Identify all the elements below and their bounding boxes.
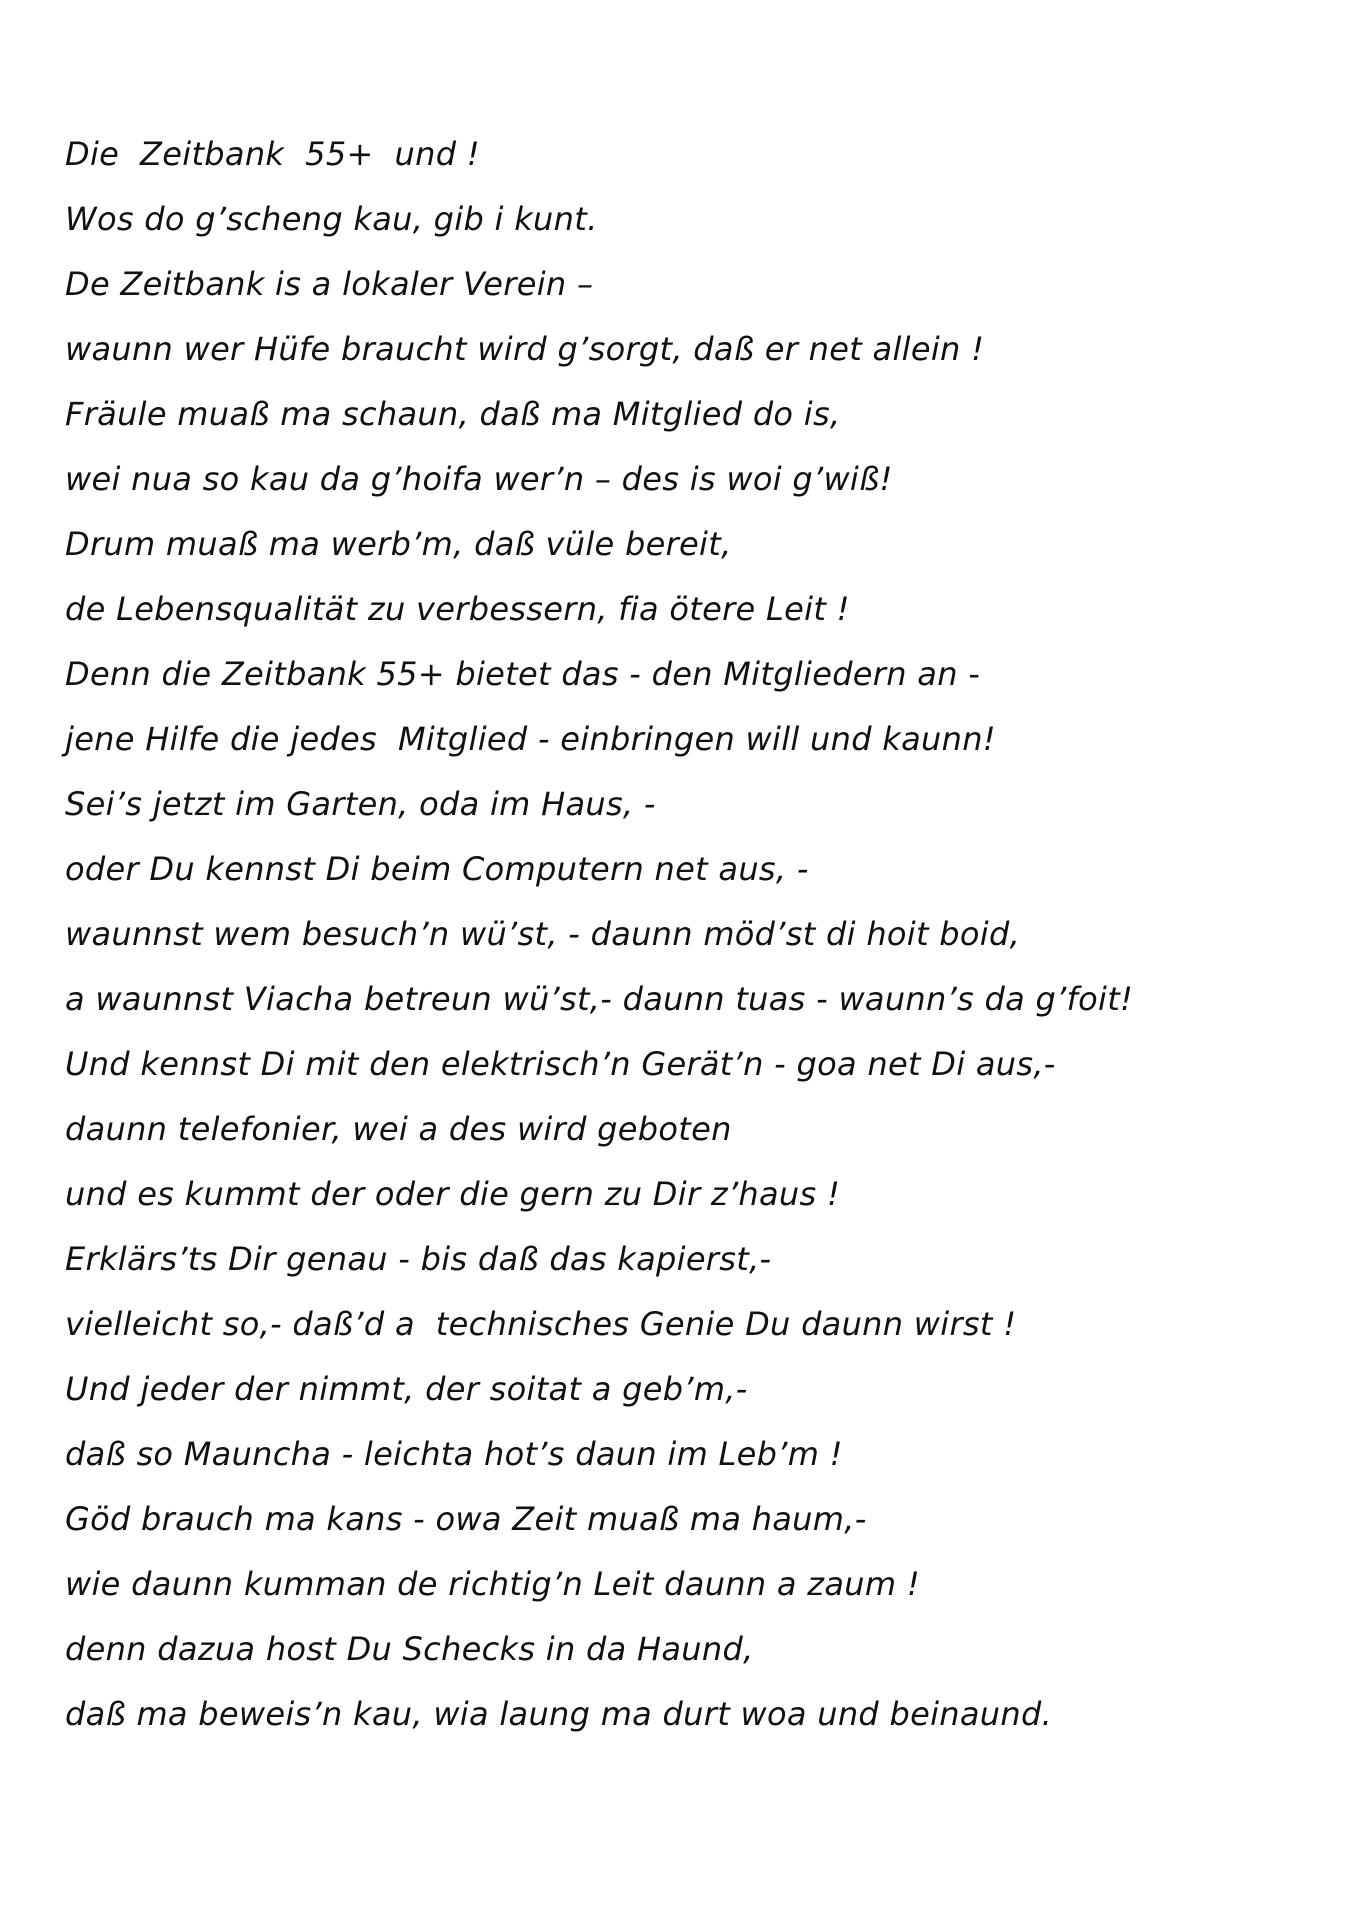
poem-line: Und jeder der nimmt, der soitat a geb’m,- (65, 1370, 748, 1408)
poem-line: oder Du kennst Di beim Computern net aus, - (65, 850, 809, 888)
poem-line: wie daunn kumman de richtig’n Leit daunn a zaum ! (65, 1565, 920, 1603)
poem-line: Wos do g’scheng kau, gib i kunt. (65, 200, 598, 238)
poem-line: Denn die Zeitbank 55+ bietet das - den Mitgliedern an - (65, 655, 981, 693)
poem-line: daß so Mauncha - leichta hot’s daun im Leb’m ! (65, 1435, 843, 1473)
poem-line: de Lebensqualität zu verbessern, fia ötere Leit ! (65, 590, 850, 628)
poem-line: jene Hilfe die jedes Mitglied - einbringen will und kaunn! (65, 720, 996, 758)
poem-line: Fräule muaß ma schaun, daß ma Mitglied do is, (65, 395, 841, 433)
poem-line: De Zeitbank is a lokaler Verein – (65, 265, 594, 303)
poem-text (65, 122, 1335, 1747)
poem-line: Göd brauch ma kans - owa Zeit muaß ma haum,- (65, 1500, 867, 1538)
poem-line: waunn wer Hüfe braucht wird g’sorgt, daß er net allein ! (65, 330, 985, 368)
poem-line: daunn telefonier, wei a des wird geboten (65, 1110, 732, 1148)
poem-line: waunnst wem besuch’n wü’st, - daunn möd’st di hoit boid, (65, 915, 1021, 953)
poem-line: Drum muaß ma werb’m, daß vüle bereit, (65, 525, 732, 563)
poem-line: Und kennst Di mit den elektrisch’n Gerät’n - goa net Di aus,- (65, 1045, 1056, 1083)
poem-line: daß ma beweis’n kau, wia laung ma durt woa und beinaund. (65, 1695, 1053, 1733)
poem-line: Erklärs’ts Dir genau - bis daß das kapierst,- (65, 1240, 772, 1278)
poem-line: a waunnst Viacha betreun wü’st,- daunn tuas - waunn’s da g’foit! (65, 980, 1134, 1018)
poem-line: wei nua so kau da g’hoifa wer’n – des is woi g’wiß! (65, 460, 893, 498)
poem-line: denn dazua host Du Schecks in da Haund, (65, 1630, 754, 1668)
poem-line-title: Die Zeitbank 55+ und ! (65, 135, 480, 173)
poem-line: und es kummt der oder die gern zu Dir z’haus ! (65, 1175, 841, 1213)
poem-line: Sei’s jetzt im Garten, oda im Haus, - (65, 785, 656, 823)
poem-line: vielleicht so,- daß’d a technisches Genie Du daunn wirst ! (65, 1305, 1017, 1343)
